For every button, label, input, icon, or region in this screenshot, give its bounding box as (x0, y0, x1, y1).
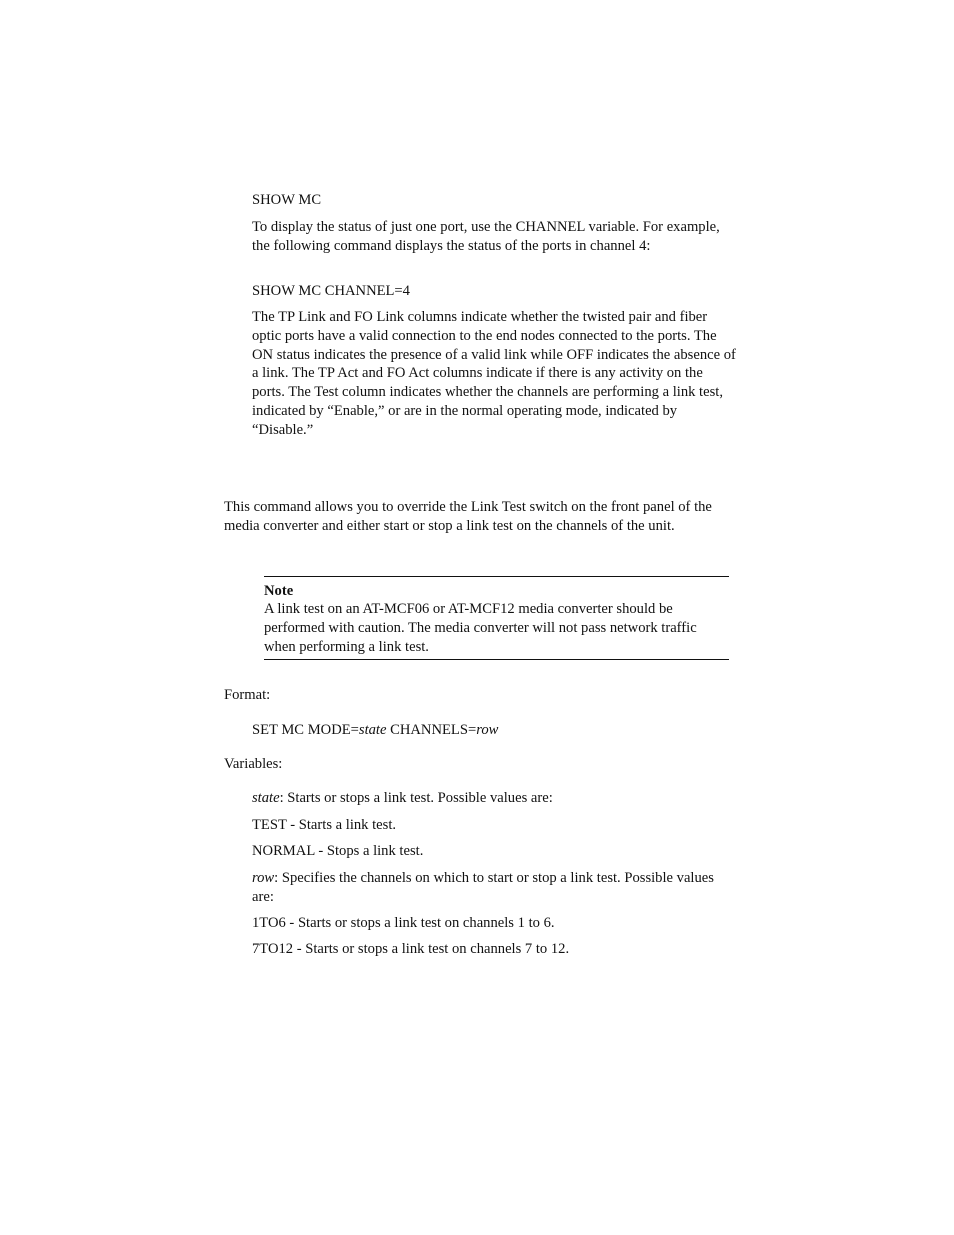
row-variable-name: row (252, 870, 275, 886)
variables-label: Variables: (224, 756, 283, 772)
show-mc-command: SHOW MC (252, 192, 322, 208)
format-command (252, 721, 737, 740)
note-box (264, 576, 729, 660)
format-label: Format: (224, 687, 271, 703)
override-paragraph: This command allows you to override the Link Test switch on the front panel of the media converter and either start or stop a link test on the channels of the unit. (224, 499, 712, 534)
columns-paragraph: The TP Link and FO Link columns indicate whether the twisted pair and fiber optic ports have a valid connection to the end nodes connected to the ports. The ON status indicates the presence of a valid link while OFF indicates the absence of a link. The TP Act and FO Act columns indicate if there is any activity on the ports. The Test column indicates whether the channels are performing a link test, indicated by “Enable,” or are in the normal operating mode, indicated by “Disable.” (252, 309, 736, 438)
channel-paragraph: To display the status of just one port, use the CHANNEL variable. For example, the following command displays the status of the ports in channel 4: (252, 219, 720, 254)
value-7to12: 7TO12 - Starts or stops a link test on channels 7 to 12. (252, 941, 570, 957)
show-mc-channel-command: SHOW MC CHANNEL=4 (252, 283, 410, 299)
value-1to6: 1TO6 - Starts or stops a link test on channels 1 to 6. (252, 915, 555, 931)
state-variable-text: : Starts or stops a link test. Possible values are: (279, 790, 553, 806)
format-variable-state: state (358, 722, 387, 738)
state-variable-description (252, 789, 737, 808)
format-command-part2: CHANNELS= (386, 722, 477, 738)
test-value: TEST - Starts a link test. (252, 817, 397, 833)
format-command-part1: SET MC MODE= (252, 722, 359, 738)
state-variable-name: state (252, 790, 280, 806)
format-variable-row: row (476, 722, 499, 738)
note-title: Note (264, 583, 294, 599)
note-body: A link test on an AT-MCF06 or AT-MCF12 media converter should be performed with caution. The media converter will not pass network traffic when performing a link test. (264, 601, 697, 655)
row-variable-text: : Specifies the channels on which to start or stop a link test. Possible values are: (252, 870, 714, 905)
normal-value: NORMAL - Stops a link test. (252, 843, 424, 859)
row-variable-description (252, 869, 737, 907)
